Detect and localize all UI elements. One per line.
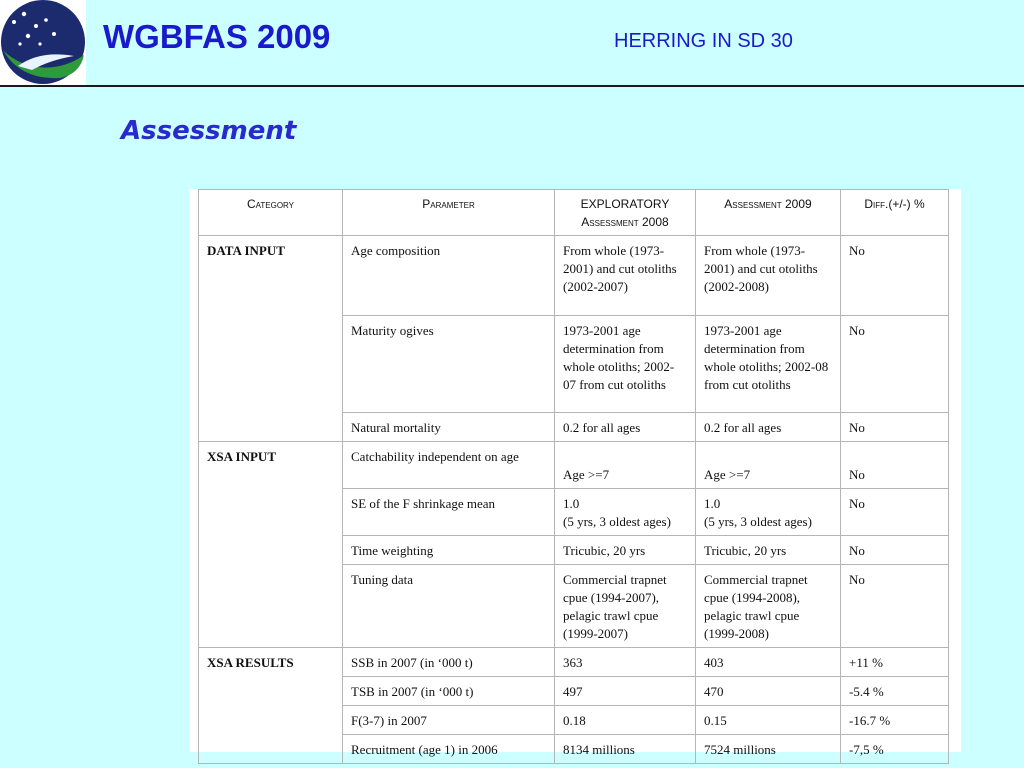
- category-cell: XSA INPUT: [199, 442, 343, 648]
- diff-cell: -7,5 %: [841, 735, 949, 764]
- value-2008-cell: 1.0 (5 yrs, 3 oldest ages): [555, 489, 696, 536]
- value-2008-cell: 497: [555, 677, 696, 706]
- value-2009-cell: 1973-2001 age determination from whole otoliths; 2002-08 from cut otoliths: [696, 316, 841, 413]
- diff-cell: No: [841, 536, 949, 565]
- slide-title: WGBFAS 2009: [103, 18, 331, 55]
- category-cell: XSA RESULTS: [199, 648, 343, 764]
- value-2008-cell: 0.18: [555, 706, 696, 735]
- parameter-cell: Natural mortality: [343, 413, 555, 442]
- parameter-cell: Time weighting: [343, 536, 555, 565]
- parameter-cell: Recruitment (age 1) in 2006: [343, 735, 555, 764]
- value-2008-cell: Tricubic, 20 yrs: [555, 536, 696, 565]
- diff-cell: No: [841, 489, 949, 536]
- table-header-row: [199, 190, 949, 236]
- column-header: Diff.(+/-) %: [841, 190, 949, 236]
- parameter-cell: Maturity ogives: [343, 316, 555, 413]
- value-2009-cell: 403: [696, 648, 841, 677]
- value-2009-cell: 0.15: [696, 706, 841, 735]
- assessment-table: [198, 189, 949, 764]
- table-row: [199, 236, 949, 316]
- value-2009-cell: 7524 millions: [696, 735, 841, 764]
- value-2008-cell: 8134 millions: [555, 735, 696, 764]
- parameter-cell: Tuning data: [343, 565, 555, 648]
- parameter-cell: Catchability independent on age: [343, 442, 555, 489]
- value-2009-cell: Age >=7: [696, 442, 841, 489]
- parameter-cell: SE of the F shrinkage mean: [343, 489, 555, 536]
- column-header: Category: [199, 190, 343, 236]
- category-cell: DATA INPUT: [199, 236, 343, 442]
- diff-cell: No: [841, 565, 949, 648]
- value-2008-cell: From whole (1973-2001) and cut otoliths (2002-2007): [555, 236, 696, 316]
- value-2009-cell: 470: [696, 677, 841, 706]
- column-header: Parameter: [343, 190, 555, 236]
- column-header: Assessment 2009: [696, 190, 841, 236]
- diff-cell: -5.4 %: [841, 677, 949, 706]
- parameter-cell: SSB in 2007 (in ‘000 t): [343, 648, 555, 677]
- value-2009-cell: From whole (1973-2001) and cut otoliths (2002-2008): [696, 236, 841, 316]
- value-2009-cell: Tricubic, 20 yrs: [696, 536, 841, 565]
- value-2008-cell: Commercial trapnet cpue (1994-2007), pelagic trawl cpue (1999-2007): [555, 565, 696, 648]
- value-2009-cell: 0.2 for all ages: [696, 413, 841, 442]
- diff-cell: No: [841, 316, 949, 413]
- value-2009-cell: Commercial trapnet cpue (1994-2008), pelagic trawl cpue (1999-2008): [696, 565, 841, 648]
- parameter-cell: TSB in 2007 (in ‘000 t): [343, 677, 555, 706]
- table-panel: [189, 189, 961, 757]
- diff-cell: No: [841, 413, 949, 442]
- table-row: [199, 442, 949, 489]
- diff-cell: No: [841, 442, 949, 489]
- diff-cell: -16.7 %: [841, 706, 949, 735]
- value-2008-cell: 0.2 for all ages: [555, 413, 696, 442]
- parameter-cell: F(3-7) in 2007: [343, 706, 555, 735]
- value-2008-cell: 363: [555, 648, 696, 677]
- value-2009-cell: 1.0 (5 yrs, 3 oldest ages): [696, 489, 841, 536]
- slide-header: [0, 0, 1024, 87]
- column-header: EXPLORATORY Assessment 2008: [555, 190, 696, 236]
- value-2008-cell: 1973-2001 age determination from whole otoliths; 2002-07 from cut otoliths: [555, 316, 696, 413]
- section-heading: Assessment: [121, 116, 297, 146]
- value-2008-cell: Age >=7: [555, 442, 696, 489]
- diff-cell: No: [841, 236, 949, 316]
- parameter-cell: Age composition: [343, 236, 555, 316]
- slide-subtitle: HERRING IN SD 30: [614, 30, 793, 52]
- ices-logo-icon: [0, 0, 86, 85]
- diff-cell: +11 %: [841, 648, 949, 677]
- table-row: [199, 648, 949, 677]
